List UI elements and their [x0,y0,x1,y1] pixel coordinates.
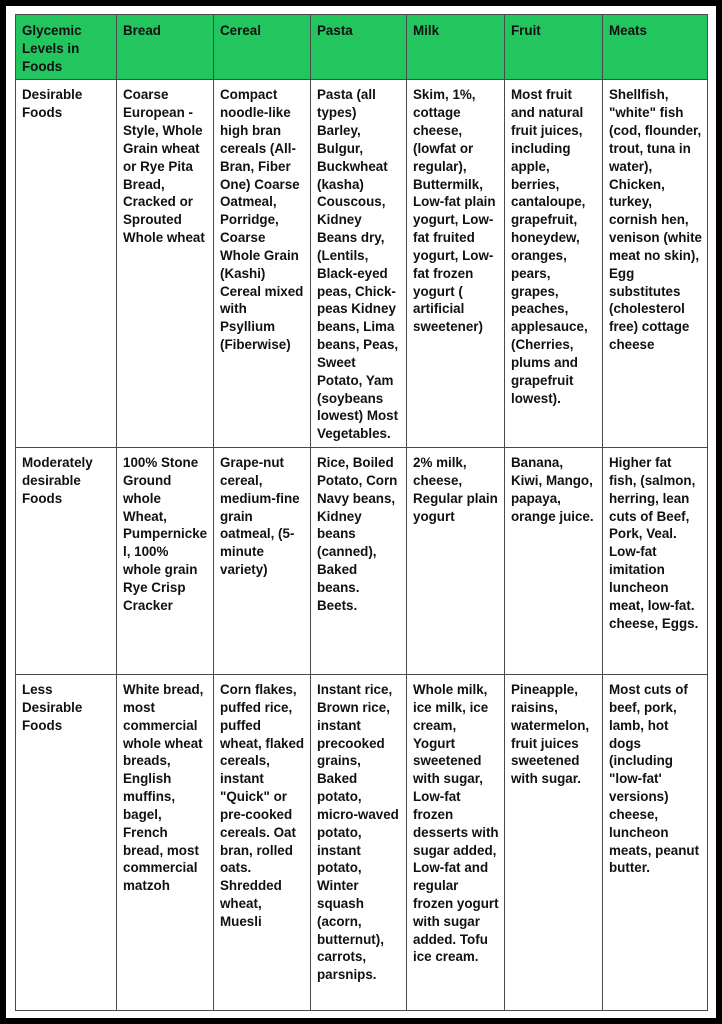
table-row [16,448,708,675]
cell-desirable-bread: Coarse European - Style, Whole Grain wheat or Rye Pita Bread, Cracked or Sprouted Whole wheat [117,80,214,448]
page-sheet [6,6,716,1018]
header-column-fruit: Fruit [505,15,603,80]
cell-desirable-cereal: Compact noodle-like high bran cereals (All-Bran, Fiber One) Coarse Oatmeal, Porridge, Coarse Whole Grain (Kashi) Cereal mixed with Psyllium (Fiberwise) [214,80,311,448]
cell-moderate-fruit: Banana, Kiwi, Mango, papaya, orange juice. [505,448,603,675]
cell-less-milk: Whole milk, ice milk, ice cream, Yogurt sweetened with sugar, Low-fat frozen desserts with sugar added, Low-fat and regular frozen yogurt with sugar added. Tofu ice cream. [407,675,505,1011]
cell-desirable-meats: Shellfish, "white" fish (cod, flounder, trout, tuna in water), Chicken, turkey, cornish hen, venison (white meat no skin), Egg substitutes (cholesterol free) cottage cheese [603,80,708,448]
cell-desirable-pasta: Pasta (all types) Barley, Bulgur, Buckwheat (kasha) Couscous, Kidney Beans dry, (Lentils, Black-eyed peas, Chick-peas Kidney beans, Lima beans, Peas, Sweet Potato, Yam (soybeans lowest) Most Vegetables. [311,80,407,448]
header-column-bread: Bread [117,15,214,80]
cell-less-cereal: Corn flakes, puffed rice, puffed wheat, flaked cereals, instant "Quick" or pre-cooked cereals. Oat bran, rolled oats. Shredded wheat, Muesli [214,675,311,1011]
header-column-pasta: Pasta [311,15,407,80]
cell-desirable-fruit: Most fruit and natural fruit juices, including apple, berries, cantaloupe, grapefruit, honeydew, oranges, pears, grapes, peaches, applesauce, (Cherries, plums and grapefruit lowest). [505,80,603,448]
header-corner-glycemic-levels: Glycemic Levels in Foods [16,15,117,80]
cell-moderate-cereal: Grape-nut cereal, medium-fine grain oatmeal, (5-minute variety) [214,448,311,675]
cell-moderate-meats: Higher fat fish, (salmon, herring, lean cuts of Beef, Pork, Veal. Low-fat imitation luncheon meat, low-fat. cheese, Eggs. [603,448,708,675]
table-header-row [16,15,708,80]
table-row [16,80,708,448]
cell-moderate-milk: 2% milk, cheese, Regular plain yogurt [407,448,505,675]
cell-moderate-pasta: Rice, Boiled Potato, Corn Navy beans, Kidney beans (canned), Baked beans. Beets. [311,448,407,675]
cell-less-pasta: Instant rice, Brown rice, instant precooked grains, Baked potato, micro-waved potato, instant potato, Winter squash (acorn, butternut), carrots, parsnips. [311,675,407,1011]
header-column-cereal: Cereal [214,15,311,80]
row-label-moderately-desirable-foods: Moderately desirable Foods [16,448,117,675]
cell-less-bread: White bread, most commercial whole wheat breads, English muffins, bagel, French bread, most commercial matzoh [117,675,214,1011]
table-row [16,675,708,1011]
cell-desirable-milk: Skim, 1%, cottage cheese, (lowfat or regular), Buttermilk, Low-fat plain yogurt, Low-fat fruited yogurt, Low-fat frozen yogurt ( artificial sweetener) [407,80,505,448]
cell-less-meats: Most cuts of beef, pork, lamb, hot dogs (including "low-fat' versions) cheese, luncheon meats, peanut butter. [603,675,708,1011]
row-label-desirable-foods: Desirable Foods [16,80,117,448]
cell-moderate-bread: 100% Stone Ground whole Wheat, Pumpernickel, 100% whole grain Rye Crisp Cracker [117,448,214,675]
header-column-milk: Milk [407,15,505,80]
header-column-meats: Meats [603,15,708,80]
cell-less-fruit: Pineapple, raisins, watermelon, fruit juices sweetened with sugar. [505,675,603,1011]
row-label-less-desirable-foods: Less Desirable Foods [16,675,117,1011]
glycemic-levels-table [15,14,708,1011]
